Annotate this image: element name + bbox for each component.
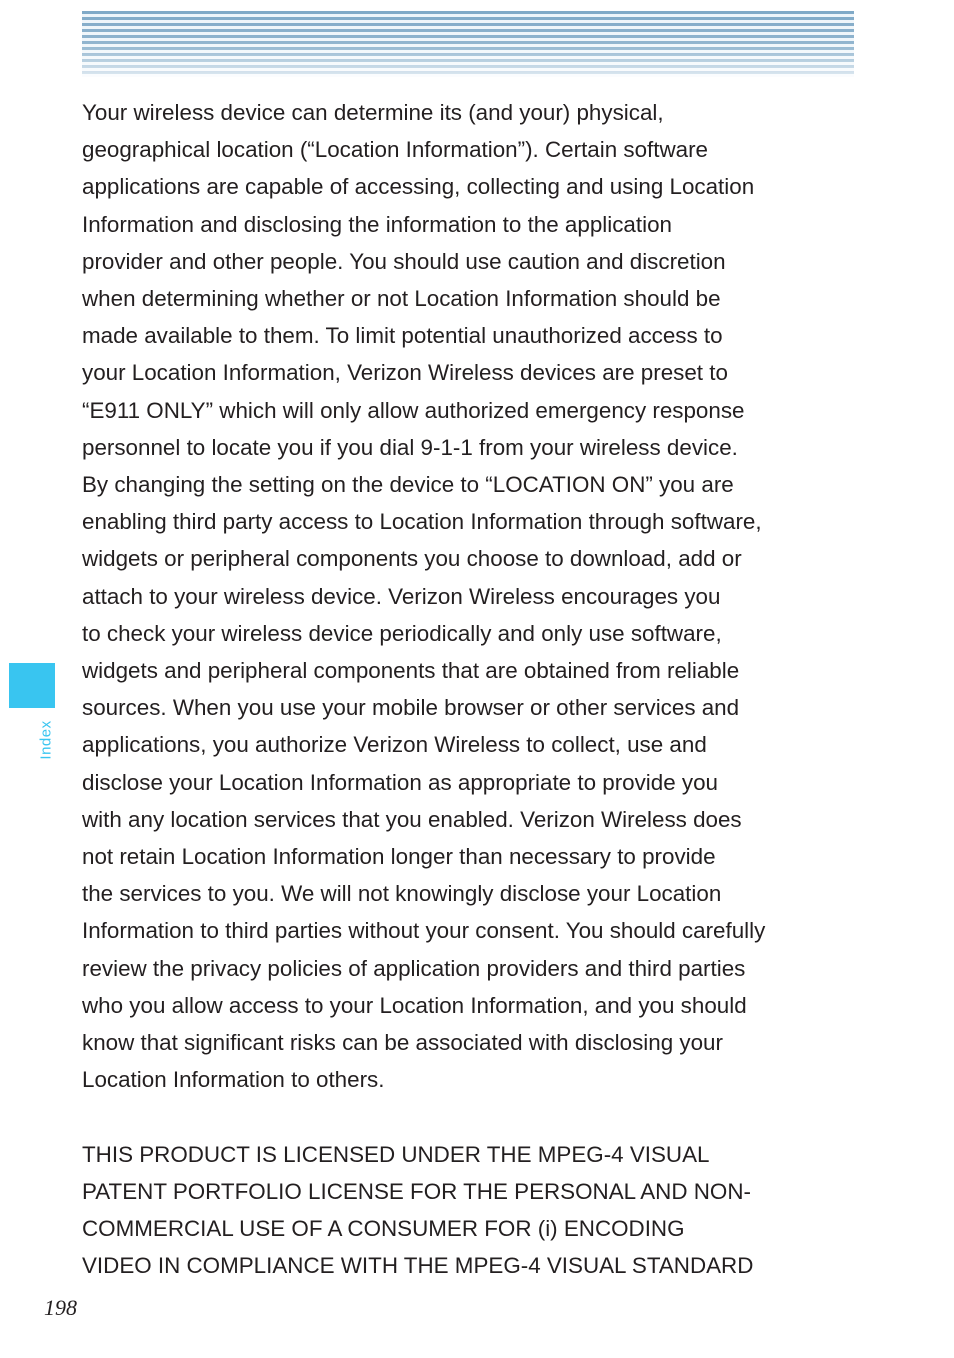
index-tab-label: Index xyxy=(37,720,55,760)
location-information-paragraph: Your wireless device can determine its (and your) physical, geographical location (“Location Information”). Certain software applications are capable of accessing, collecting and using Location Information and disclosing the information to the application provider and other people. You should use caution and discretion when determining whether or not Location Information should be made available to them. To limit potential unauthorized access to your Location Information, Verizon Wireless devices are preset to “E911 ONLY” which will only allow authorized emergency response personnel to locate you if you dial 9-1-1 from your wireless device. By changing the setting on the device to “LOCATION ON” you are enabling third party access to Location Information through software, widgets or peripheral components you choose to download, add or attach to your wireless device. Verizon Wireless encourages you to check your wireless device periodically and only use software, widgets and peripheral components that are obtained from reliable sources. When you use your mobile browser or other services and applications, you authorize Verizon Wireless to collect, use and disclose your Location Information as appropriate to provide you with any location services that you enabled. Verizon Wireless does not retain Location Information longer than necessary to provide the services to you. We will not knowingly disclose your Location Information to third parties without your consent. You should carefully review the privacy policies of application providers and third parties who you allow access to your Location Information, and you should know that significant risks can be associated with disclosing your Location Information to others. xyxy=(82,100,766,1093)
page-content xyxy=(82,94,852,1284)
page-number: 198 xyxy=(44,1295,77,1320)
index-tab[interactable] xyxy=(9,663,55,708)
mpeg4-license-paragraph: THIS PRODUCT IS LICENSED UNDER THE MPEG-4 VISUAL PATENT PORTFOLIO LICENSE FOR THE PERSONAL AND NON- COMMERCIAL USE OF A CONSUMER FOR (i) ENCODING VIDEO IN COMPLIANCE WITH THE MPEG-4 VISUAL STANDARD xyxy=(82,1141,754,1279)
header-band xyxy=(82,11,854,77)
